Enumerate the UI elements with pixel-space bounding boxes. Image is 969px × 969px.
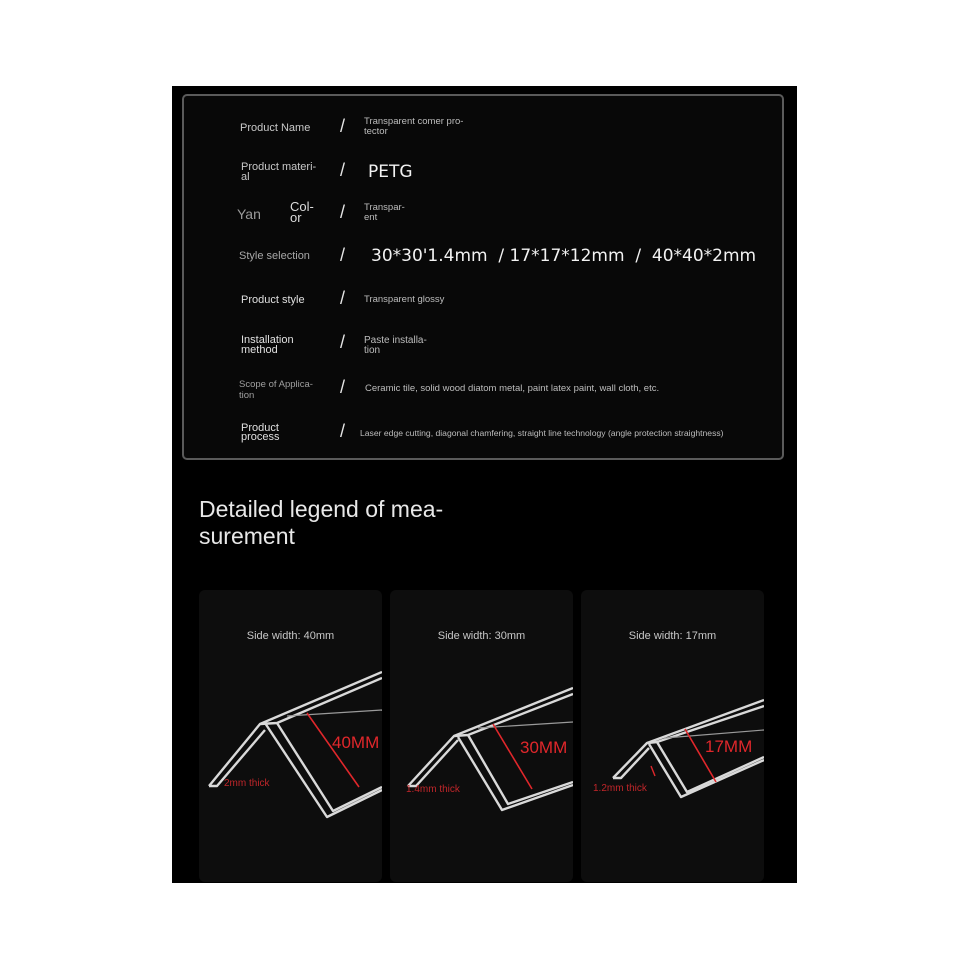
- corner-protector-illustration: [390, 590, 573, 882]
- row-separator: /: [340, 116, 346, 136]
- heading-line2: surement: [199, 523, 295, 549]
- color-label-line2: or: [290, 210, 302, 225]
- installation-label-line2: method: [241, 344, 278, 356]
- product-name-value-line1: Transparent comer pro-: [364, 116, 464, 127]
- product-style-label: Product style: [241, 294, 305, 306]
- scope-label-line1: Scope of Applica-: [239, 379, 313, 390]
- process-label-line1: Product: [241, 422, 279, 434]
- measurement-card-30mm: [390, 590, 573, 882]
- dimension-label: 17MM: [705, 737, 753, 756]
- color-value-line2: ent: [364, 212, 378, 223]
- material-label-line1: Product materi-: [241, 161, 317, 173]
- corner-protector-illustration: [199, 590, 382, 882]
- product-detail-panel: [172, 86, 797, 883]
- row-separator: /: [340, 202, 346, 222]
- style-selection-value: 30*30'1.4mm / 17*17*12mm / 40*40*2mm: [371, 246, 757, 266]
- color-label-line1: Col-: [290, 199, 314, 214]
- style-selection-label: Style selection: [239, 250, 310, 262]
- heading-line1: Detailed legend of mea-: [199, 496, 444, 522]
- color-value-line1: Transpar-: [364, 202, 405, 213]
- installation-label-line1: Installation: [241, 334, 294, 346]
- process-label-line2: process: [241, 431, 280, 443]
- material-value: PETG: [368, 162, 413, 182]
- product-name-value-line2: tector: [364, 126, 388, 137]
- product-name-label: Product Name: [240, 122, 311, 134]
- material-label-line2: al: [241, 171, 250, 183]
- corner-protector-illustration: [581, 590, 764, 882]
- dimension-label: 30MM: [520, 738, 568, 757]
- thickness-label: 1.4mm thick: [406, 784, 460, 795]
- measurement-card-17mm: [581, 590, 764, 882]
- card-title: Side width: 17mm: [628, 630, 717, 642]
- thickness-arrow: [651, 766, 655, 776]
- card-title: Side width: 30mm: [437, 630, 526, 642]
- product-style-value: Transparent glossy: [364, 294, 445, 305]
- row-separator: /: [340, 421, 346, 441]
- scope-value: Ceramic tile, solid wood diatom metal, paint latex paint, wall cloth, etc.: [365, 383, 660, 394]
- dimension-label: 40MM: [332, 733, 380, 752]
- row-separator: /: [340, 332, 346, 352]
- measurement-heading: [199, 496, 499, 550]
- thickness-label: 1.2mm thick: [593, 783, 647, 794]
- installation-value-line2: tion: [364, 345, 381, 356]
- color-label-yan: Yan: [237, 206, 261, 222]
- row-separator: /: [340, 288, 346, 308]
- thickness-label: 2mm thick: [224, 778, 270, 789]
- spec-table: [182, 94, 784, 460]
- row-separator: /: [340, 377, 346, 397]
- row-separator: /: [340, 160, 346, 180]
- card-title: Side width: 40mm: [246, 630, 335, 642]
- process-value: Laser edge cutting, diagonal chamfering, straight line technology (angle protection straightness): [360, 428, 724, 438]
- measurement-card-40mm: [199, 590, 382, 882]
- scope-label-line2: tion: [239, 390, 255, 401]
- row-separator: /: [340, 245, 346, 265]
- installation-value-line1: Paste installa-: [364, 335, 427, 346]
